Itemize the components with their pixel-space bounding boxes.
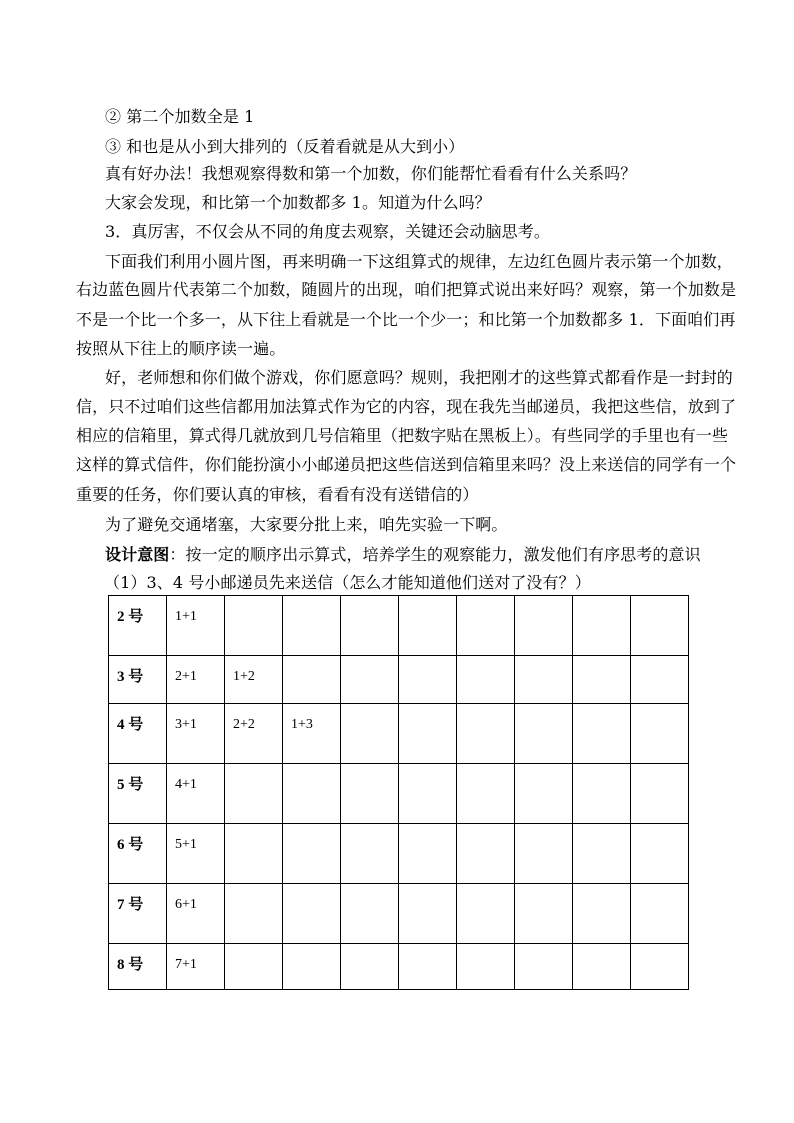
mailbox-cell xyxy=(515,884,573,944)
mailbox-cell xyxy=(573,764,631,824)
mailbox-cell xyxy=(225,824,283,884)
equation-text xyxy=(515,596,572,609)
mailbox-cell xyxy=(225,704,283,764)
mailbox-cell xyxy=(631,944,689,990)
equation-text: 1+1 xyxy=(175,609,197,624)
equation-text xyxy=(631,884,688,897)
mailbox-cell xyxy=(399,764,457,824)
equation-text: 7+1 xyxy=(175,957,197,972)
equation-text xyxy=(631,944,688,957)
mailbox-row xyxy=(109,764,689,824)
equation-text xyxy=(225,944,282,957)
mailbox-cell xyxy=(631,704,689,764)
paragraph-line: 下面我们利用小圆片图，再来明确一下这组算式的规律，左边红色圆片表示第一个加数， xyxy=(105,252,733,271)
mailbox-cell xyxy=(399,656,457,704)
mailbox-cell xyxy=(283,596,341,656)
mailbox-number-label: 8 号 xyxy=(117,957,144,973)
mailbox-cell xyxy=(341,944,399,990)
equation-text xyxy=(515,764,572,777)
mailbox-cell xyxy=(457,596,515,656)
equation-text xyxy=(631,596,688,609)
mailbox-cell xyxy=(399,944,457,990)
mailbox-cell xyxy=(283,764,341,824)
equation-text xyxy=(457,596,514,609)
paragraph-line: 这样的算式信件，你们能扮演小小邮递员把这些信送到信箱里来吗？没上来送信的同学有一个 xyxy=(76,455,737,474)
mailbox-cell xyxy=(573,944,631,990)
equation-text xyxy=(225,884,282,897)
paragraph-line: 真有好办法！我想观察得数和第一个加数，你们能帮忙看看有什么关系吗？ xyxy=(105,164,637,183)
mailbox-number xyxy=(109,824,167,884)
mailbox-cell xyxy=(515,704,573,764)
equation-text xyxy=(457,704,514,717)
equation-text xyxy=(283,884,340,897)
mailbox-cell xyxy=(341,656,399,704)
equation-text xyxy=(341,824,398,837)
mailbox-cell xyxy=(573,704,631,764)
paragraph-line: 3．真厉害，不仅会从不同的角度去观察，关键还会动脑思考。 xyxy=(105,222,550,241)
mailbox-cell xyxy=(573,596,631,656)
mailbox-cell xyxy=(341,596,399,656)
equation-text xyxy=(573,884,630,897)
equation-text xyxy=(399,884,456,897)
equation-text xyxy=(515,824,572,837)
mailbox-cell xyxy=(515,944,573,990)
mailbox-cell xyxy=(167,944,225,990)
design-intent-text: ：按一定的顺序出示算式，培养学生的观察能力，激发他们有序思考的意识 xyxy=(169,545,701,564)
mailbox-cell xyxy=(515,596,573,656)
equation-text xyxy=(573,824,630,837)
mailbox-cell xyxy=(457,764,515,824)
mailbox-cell xyxy=(225,656,283,704)
mailbox-cell xyxy=(399,596,457,656)
mailbox-cell xyxy=(167,656,225,704)
equation-text xyxy=(515,884,572,897)
mailbox-cell xyxy=(573,884,631,944)
mailbox-cell xyxy=(341,704,399,764)
paragraph-line: ③ 和也是从小到大排列的（反着看就是从大到小） xyxy=(105,137,465,156)
equation-text xyxy=(341,764,398,777)
equation-text xyxy=(283,824,340,837)
equation-text xyxy=(399,656,456,669)
equation-text xyxy=(631,656,688,669)
mailbox-table-container xyxy=(108,595,689,990)
mailbox-cell xyxy=(283,944,341,990)
mailbox-row xyxy=(109,704,689,764)
mailbox-cell xyxy=(631,656,689,704)
equation-text xyxy=(573,704,630,717)
mailbox-number-label: 6 号 xyxy=(117,837,144,853)
mailbox-number-label: 5 号 xyxy=(117,777,144,793)
equation-text xyxy=(283,656,340,669)
equation-text xyxy=(399,704,456,717)
paragraph-line: 按照从下往上的顺序读一遍。 xyxy=(76,339,286,358)
mailbox-number xyxy=(109,704,167,764)
mailbox-cell xyxy=(399,704,457,764)
equation-text: 3+1 xyxy=(175,717,197,732)
equation-text xyxy=(457,944,514,957)
equation-text xyxy=(399,824,456,837)
mailbox-cell xyxy=(515,656,573,704)
mailbox-row xyxy=(109,884,689,944)
mailbox-cell xyxy=(167,596,225,656)
mailbox-cell xyxy=(631,764,689,824)
equation-text: 5+1 xyxy=(175,837,197,852)
equation-text xyxy=(399,764,456,777)
mailbox-number-label: 3 号 xyxy=(117,669,144,685)
equation-text xyxy=(399,944,456,957)
mailbox-cell xyxy=(167,824,225,884)
equation-text: 6+1 xyxy=(175,897,197,912)
mailbox-cell xyxy=(283,824,341,884)
mailbox-cell xyxy=(283,656,341,704)
mailbox-cell xyxy=(457,704,515,764)
equation-text xyxy=(515,704,572,717)
equation-text xyxy=(457,884,514,897)
paragraph-line: 相应的信箱里，算式得几就放到几号信箱里（把数字贴在黑板上）。有些同学的手里也有一些 xyxy=(76,426,729,445)
equation-text xyxy=(457,764,514,777)
mailbox-number xyxy=(109,656,167,704)
equation-text xyxy=(225,764,282,777)
mailbox-cell xyxy=(399,884,457,944)
mailbox-number-label: 2 号 xyxy=(117,609,144,625)
mailbox-cell xyxy=(631,596,689,656)
mailbox-number xyxy=(109,764,167,824)
mailbox-cell xyxy=(167,884,225,944)
mailbox-row xyxy=(109,944,689,990)
equation-text xyxy=(631,704,688,717)
mailbox-cell xyxy=(225,944,283,990)
equation-text xyxy=(631,824,688,837)
design-intent-line xyxy=(105,545,705,565)
mailbox-cell xyxy=(167,704,225,764)
equation-text xyxy=(631,764,688,777)
mailbox-cell xyxy=(341,764,399,824)
equation-text: 4+1 xyxy=(175,777,197,792)
equation-text xyxy=(573,944,630,957)
paragraph-line: 右边蓝色圆片代表第二个加数，随圆片的出现，咱们把算式说出来好吗？观察，第一个加数是 xyxy=(76,280,737,299)
mailbox-number xyxy=(109,944,167,990)
mailbox-cell xyxy=(631,884,689,944)
mailbox-cell xyxy=(225,596,283,656)
mailbox-cell xyxy=(225,884,283,944)
equation-text: 2+1 xyxy=(175,669,197,684)
paragraph-line: ② 第二个加数全是 1 xyxy=(105,107,255,126)
equation-text xyxy=(283,944,340,957)
mailbox-row xyxy=(109,656,689,704)
mailbox-number-label: 4 号 xyxy=(117,717,144,733)
equation-text xyxy=(283,764,340,777)
paragraph-line: 大家会发现，和比第一个加数都多 1。知道为什么吗？ xyxy=(105,193,491,212)
paragraph-line: 不是一个比一个多一，从下往上看就是一个比一个少一；和比第一个加数都多 1．下面咱们再 xyxy=(76,310,736,329)
equation-text xyxy=(341,704,398,717)
mailbox-row xyxy=(109,824,689,884)
paragraph-line: 好，老师想和你们做个游戏，你们愿意吗？规则，我把刚才的这些算式都看作是一封封的 xyxy=(105,368,733,387)
mailbox-cell xyxy=(631,824,689,884)
equation-text xyxy=(341,884,398,897)
mailbox-cell xyxy=(341,884,399,944)
paragraph-line: 为了避免交通堵塞，大家要分批上来，咱先实验一下啊。 xyxy=(105,515,508,534)
equation-text: 1+2 xyxy=(233,669,255,684)
mailbox-cell xyxy=(167,764,225,824)
equation-text xyxy=(573,764,630,777)
equation-text xyxy=(341,656,398,669)
equation-text xyxy=(573,596,630,609)
mailbox-number xyxy=(109,884,167,944)
mailbox-cell xyxy=(225,764,283,824)
equation-text xyxy=(225,596,282,609)
equation-text xyxy=(341,596,398,609)
mailbox-cell xyxy=(341,824,399,884)
paragraph-line: 信，只不过咱们这些信都用加法算式作为它的内容，现在我先当邮递员，我把这些信，放到了 xyxy=(76,397,737,416)
mailbox-cell xyxy=(283,704,341,764)
mailbox-cell xyxy=(399,824,457,884)
table-caption: （1）3、4 号小邮递员先来送信（怎么才能知道他们送对了没有？） xyxy=(104,573,591,592)
mailbox-cell xyxy=(573,656,631,704)
equation-text xyxy=(515,656,572,669)
equation-text xyxy=(457,824,514,837)
mailbox-cell xyxy=(573,824,631,884)
design-intent-label: 设计意图 xyxy=(105,545,170,564)
mailbox-number-label: 7 号 xyxy=(117,897,144,913)
equation-text: 1+3 xyxy=(291,717,313,732)
mailbox-cell xyxy=(457,884,515,944)
mailbox-cell xyxy=(457,656,515,704)
equation-text xyxy=(573,656,630,669)
mailbox-cell xyxy=(457,824,515,884)
equation-text xyxy=(457,656,514,669)
mailbox-table xyxy=(108,595,689,990)
mailbox-row xyxy=(109,596,689,656)
equation-text xyxy=(283,596,340,609)
equation-text xyxy=(515,944,572,957)
equation-text xyxy=(225,824,282,837)
mailbox-cell xyxy=(515,824,573,884)
mailbox-cell xyxy=(457,944,515,990)
equation-text: 2+2 xyxy=(233,717,255,732)
mailbox-number xyxy=(109,596,167,656)
paragraph-line: 重要的任务，你们要认真的审核，看看有没有送错信的） xyxy=(76,485,479,504)
mailbox-cell xyxy=(515,764,573,824)
equation-text xyxy=(341,944,398,957)
mailbox-cell xyxy=(283,884,341,944)
equation-text xyxy=(399,596,456,609)
